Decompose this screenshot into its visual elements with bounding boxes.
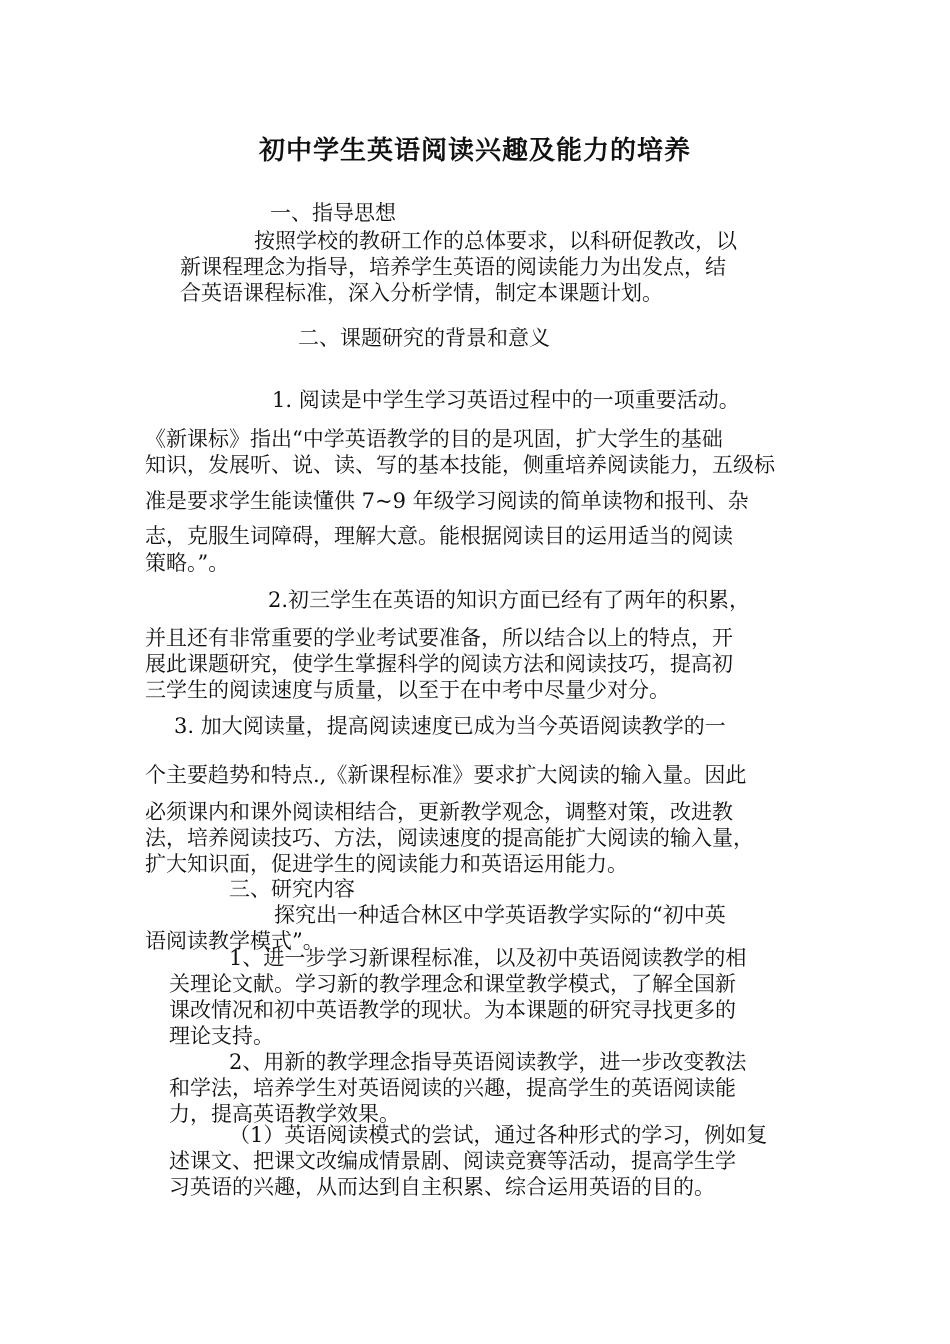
paragraph-line: 知识，发展听、说、读、写的基本技能，侧重培养阅读能力，五级标	[145, 453, 775, 477]
page-title: 初中学生英语阅读兴趣及能力的培养	[258, 136, 691, 166]
paragraph-line: 1、进一步学习新课程标准，以及初中英语阅读教学的相	[229, 946, 747, 970]
paragraph-line: 必须课内和课外阅读相结合，更新教学观念，调整对策，改进教	[145, 800, 733, 824]
paragraph-line: 和学法，培养学生对英语阅读的兴趣，提高学生的英语阅读能	[169, 1076, 736, 1100]
paragraph-line: 并且还有非常重要的学业考试要准备，所以结合以上的特点，开	[145, 626, 733, 650]
paragraph-line: 1. 阅读是中学生学习英语过程中的一项重要活动。	[272, 388, 740, 412]
paragraph-line: 三学生的阅读速度与质量，以至于在中考中尽量少对分。	[145, 678, 670, 702]
paragraph-line: 新课程理念为指导，培养学生英语的阅读能力为出发点，结	[180, 255, 726, 279]
paragraph-line: 课改情况和初中英语教学的现状。为本课题的研究寻找更多的	[169, 998, 736, 1022]
paragraph-line: 语阅读教学模式”。	[145, 929, 324, 953]
paragraph-line: 习英语的兴趣，从而达到自主积累、综合运用英语的目的。	[169, 1175, 715, 1199]
paragraph-line: 述课文、把课文改编成情景剧、阅读竞赛等活动，提高学生学	[169, 1149, 736, 1173]
paragraph-line: 个主要趋势和特点.,《新课程标准》要求扩大阅读的输入量。因此	[145, 763, 747, 787]
paragraph-line: 关理论文献。学习新的教学理念和课堂教学模式，了解全国新	[169, 972, 736, 996]
paragraph-line: 理论支持。	[169, 1024, 274, 1048]
paragraph-line: 策略。”。	[145, 551, 230, 575]
paragraph-line: 展此课题研究，使学生掌握科学的阅读方法和阅读技巧，提高初	[145, 652, 733, 676]
paragraph-line: 《新课标》指出“中学英语教学的目的是巩固，扩大学生的基础	[145, 427, 723, 451]
paragraph-line: 力，提高英语教学效果。	[169, 1102, 400, 1126]
paragraph-line: 准是要求学生能读懂供 7~9 年级学习阅读的简单读物和报刊、杂	[145, 489, 749, 513]
paragraph-line: 合英语课程标准，深入分析学情，制定本课题计划。	[180, 281, 663, 305]
paragraph-line: 3. 加大阅读量，提高阅读速度已成为当今英语阅读教学的一	[174, 714, 726, 738]
section-heading-research-content: 三、研究内容	[229, 877, 355, 901]
paragraph-line: 2.初三学生在英语的知识方面已经有了两年的积累，	[268, 588, 751, 612]
paragraph-line: 志，克服生词障碍，理解大意。能根据阅读目的运用适当的阅读	[145, 524, 733, 548]
paragraph-line: 按照学校的教研工作的总体要求，以科研促教改，以	[254, 229, 737, 253]
paragraph-line: 2、用新的教学理念指导英语阅读教学，进一步改变教法	[229, 1050, 747, 1074]
section-heading-guiding-ideology: 一、指导思想	[270, 201, 396, 225]
section-heading-background: 二、课题研究的背景和意义	[298, 326, 550, 350]
paragraph-line: 法，培养阅读技巧、方法，阅读速度的提高能扩大阅读的输入量，	[145, 826, 754, 850]
paragraph-line: 探究出一种适合林区中学英语教学实际的“初中英	[274, 903, 726, 927]
paragraph-line: 扩大知识面，促进学生的阅读能力和英语运用能力。	[145, 852, 628, 876]
paragraph-line: （1）英语阅读模式的尝试，通过各种形式的学习，例如复	[229, 1123, 768, 1147]
